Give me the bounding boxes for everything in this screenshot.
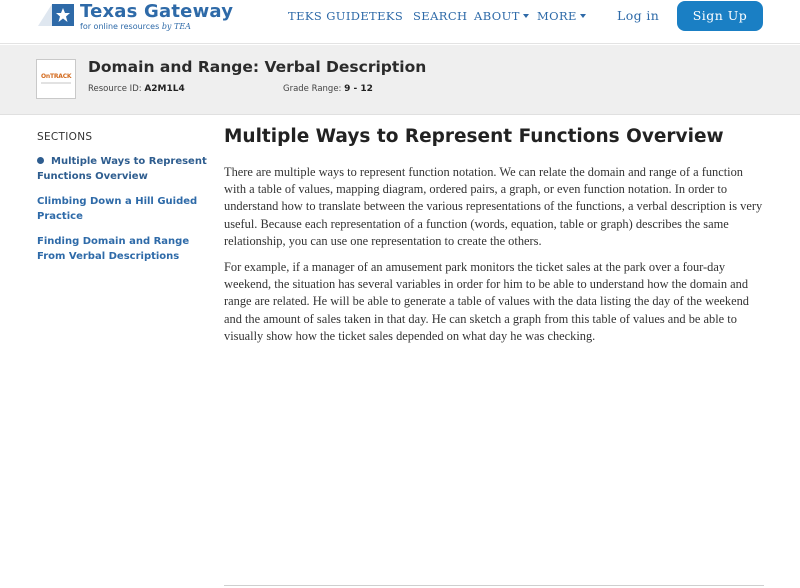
logo-subtitle-suffix: by TEA [161, 22, 191, 31]
chevron-down-icon [580, 14, 586, 18]
top-navigation [0, 0, 800, 44]
signup-button[interactable]: Sign Up [677, 1, 763, 31]
section-title: Multiple Ways to Represent Functions Overview [224, 126, 724, 147]
content-divider [224, 585, 764, 586]
resource-id-label: Resource ID: [88, 84, 142, 94]
ontrack-logo [36, 59, 76, 99]
resource-title: Domain and Range: Verbal Description [88, 58, 427, 76]
login-link[interactable]: Log in [617, 8, 660, 23]
ontrack-logo-line [41, 82, 71, 84]
nav-search[interactable]: SEARCH [413, 9, 468, 23]
resource-id [88, 84, 185, 94]
nav-teks[interactable]: TEKS [369, 9, 404, 23]
nav-more-label: MORE [537, 9, 577, 23]
logo-title: Texas Gateway [80, 1, 234, 22]
star-icon [52, 4, 74, 26]
sections-heading: SECTIONS [37, 131, 93, 143]
logo-subtitle [80, 22, 191, 31]
nav-teks-guide[interactable]: TEKS GUIDE [288, 9, 370, 23]
logo-subtitle-prefix: for online resources [80, 22, 162, 31]
paragraph-example: For example, if a manager of an amusement park monitors the ticket sales at the park over a four-day weekend, the situation has several variables in order for him to be able to understand how the domain and range are related. He will be able to generate a table of values with the data listing the day of the weekend and the amount of sales taken in that day. He can sketch a graph from this table of values and be able to visually show how the ticket sales depended on what day he was checking. [224, 260, 750, 343]
logo-swoosh [38, 4, 52, 26]
grade-range-label: Grade Range: [283, 84, 342, 94]
ontrack-logo-text: OnTRACK [41, 73, 72, 80]
grade-range-value: 9 - 12 [344, 84, 373, 94]
chevron-down-icon [523, 14, 529, 18]
sidebar-item-overview[interactable] [37, 154, 207, 184]
grade-range [283, 84, 373, 94]
nav-about-label: ABOUT [474, 9, 520, 23]
sidebar-item-label: Multiple Ways to Represent Functions Overview [37, 156, 207, 182]
paragraph-intro: There are multiple ways to represent function notation. We can relate the domain and range of a function with a table of values, mapping diagram, ordered pairs, a graph, or even function notation. In order to understand how to translate between the various representations of the functions, a verbal description is very useful. Because each representation of a function (words, equation, table or graph) describes the same relationship, you can use one representation to create the others. [224, 165, 763, 248]
resource-header [0, 45, 800, 115]
nav-more[interactable] [537, 9, 586, 23]
sidebar-item-verbal-descriptions[interactable]: Finding Domain and Range From Verbal Descriptions [37, 236, 190, 262]
sidebar-item-guided-practice[interactable]: Climbing Down a Hill Guided Practice [37, 196, 198, 222]
active-bullet-icon [37, 157, 44, 164]
resource-id-value: A2M1L4 [144, 84, 185, 94]
nav-about[interactable] [474, 9, 529, 23]
